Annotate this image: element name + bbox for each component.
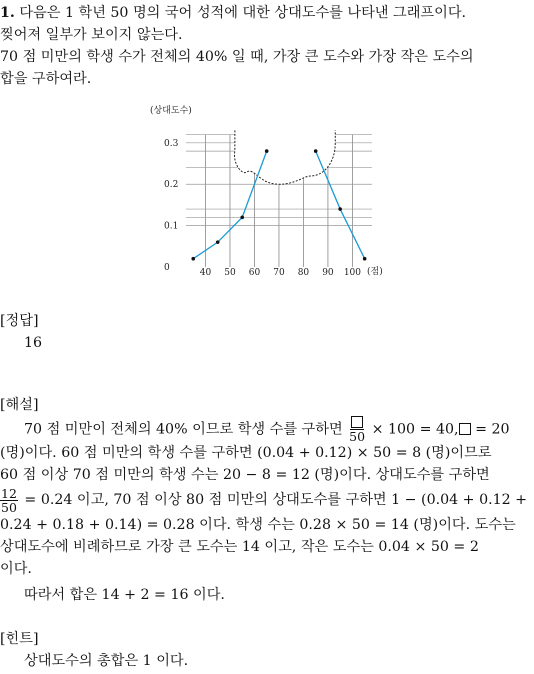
hint-section	[0, 628, 534, 672]
torn-mask	[234, 130, 335, 184]
x-tick-label: 60	[248, 268, 261, 278]
x-tick-label: 50	[224, 268, 236, 278]
data-point	[240, 216, 244, 220]
y-tick-label: 0.3	[164, 138, 179, 149]
data-point	[338, 207, 342, 211]
explanation-line-2: (명)이다. 60 점 미만의 학생 수를 구하면 (0.04 + 0.12) × 50 = 8 (명)이므로	[0, 445, 492, 461]
explanation-line-5: 0.24 + 0.18 + 0.14) = 0.28 이다. 학생 수는 0.28 × 50 = 14 (명)이다. 도수는	[0, 517, 516, 533]
explanation-line-6: 상대도수에 비례하므로 가장 큰 도수는 14 이고, 작은 도수는 0.04 × 50 = 2	[0, 539, 479, 555]
problem-line-3: 70 점 미만의 학생 수가 전체의 40% 일 때, 가장 큰 도수와 가장 작은 도수의	[0, 49, 474, 65]
explanation-line-4: $\frac{12}{50}$ = 0.24 이고, 70 점 이상 80 점 미만의 상대도수를 구하면 1 − (0.04 + 0.12 +	[1, 485, 528, 515]
y-axis-label: (상대도수)	[150, 106, 192, 116]
problem-line-2: 찢어져 일부가 보이지 않는다.	[0, 27, 183, 43]
problem-line-1: 1. 다음은 1 학년 50 명의 국어 성적에 대한 상대도수를 나타낸 그래프이다.	[0, 5, 467, 21]
x-tick-label: 80	[297, 268, 310, 278]
x-tick-label: 100	[343, 268, 362, 278]
explanation-line-8: 따라서 합은 14 + 2 = 16 이다.	[24, 587, 225, 603]
y-tick-label: 0.1	[164, 221, 179, 232]
problem	[0, 2, 534, 90]
relative-frequency-chart	[0, 100, 534, 280]
fraction-12-over-50: $\frac{12}{50}$	[1, 485, 17, 515]
x-tick-label: 70	[273, 268, 285, 278]
explanation-section	[0, 394, 534, 606]
y-tick-label: 0	[164, 263, 170, 273]
data-point	[363, 257, 367, 261]
blank-box	[459, 423, 471, 435]
data-point	[216, 240, 220, 244]
answer-section	[0, 310, 534, 354]
hint-text: 상대도수의 총합은 1 이다.	[24, 653, 189, 669]
torn-edge	[234, 130, 335, 184]
answer-header: [정답]	[0, 313, 39, 329]
x-axis-unit: (점)	[367, 267, 383, 277]
series-line-2	[316, 151, 365, 259]
y-tick-label: 0.2	[164, 180, 179, 191]
blank-box	[351, 416, 363, 428]
explanation-line-3: 60 점 이상 70 점 미만의 학생 수는 20 − 8 = 12 (명)이다. 상대도수를 구하면	[0, 467, 490, 483]
hint-header: [힌트]	[0, 631, 39, 647]
x-tick-label: 90	[322, 268, 334, 278]
problem-number: 1.	[0, 5, 15, 21]
explanation-line-1: 70 점 미만이 전체의 40% 이므로 학생 수를 구하면 50 × 100 = 40, = 20	[0, 416, 534, 442]
data-point	[314, 149, 318, 153]
explanation-line-7: 이다.	[0, 561, 32, 577]
problem-line-4: 합을 구하여라.	[0, 71, 92, 87]
fraction-box-over-50: 50	[349, 416, 365, 443]
answer-value: 16	[24, 335, 43, 351]
data-point	[265, 149, 269, 153]
data-point	[191, 257, 195, 261]
x-tick-label: 40	[199, 268, 212, 278]
explanation-header: [해설]	[0, 397, 39, 413]
